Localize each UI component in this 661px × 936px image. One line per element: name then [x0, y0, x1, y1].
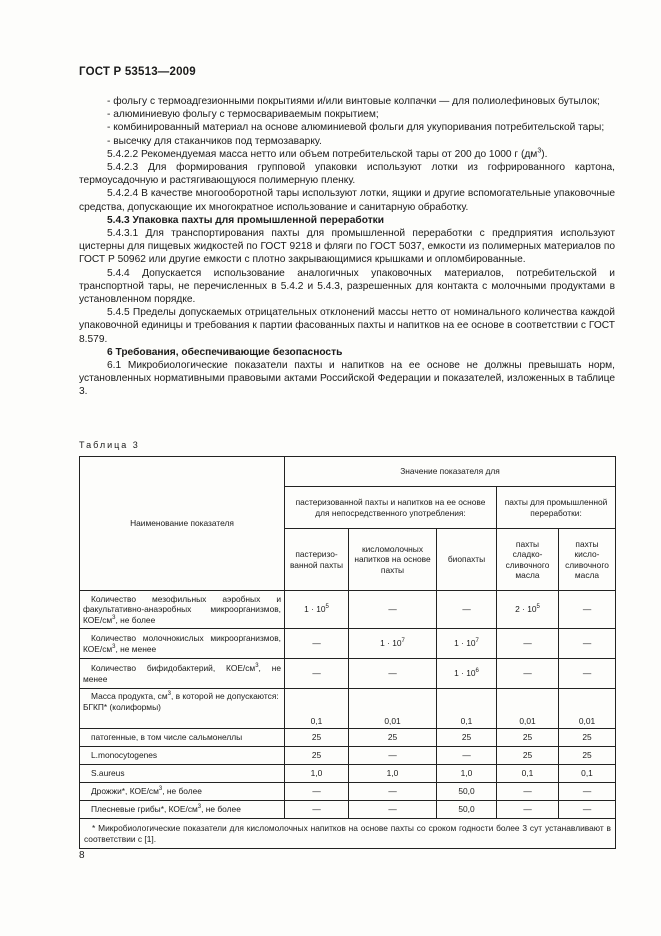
table-cell: —: [497, 629, 559, 659]
table-cell: 25: [559, 747, 616, 765]
paragraph: 5.4.4 Допускается использование аналогичных упаковочных материалов, потребительской и транспортной тары, не перечисленных в 5.4.2 и 5.4.3, разрешенных для контакта с молочными продуктами в установленном порядке.: [79, 267, 615, 306]
table-cell: [349, 629, 437, 659]
table-row: [80, 689, 616, 729]
column-header: биопахты: [437, 529, 497, 591]
paragraph-text: 5.4.2.2 Рекомендуемая масса нетто или объем потребительской тары от 200 до 1000 г (дм: [107, 148, 538, 160]
superscript: 3: [112, 643, 116, 650]
table-row: [80, 591, 616, 629]
row-label: [80, 659, 285, 689]
table-row: [80, 629, 616, 659]
table-cell: [437, 659, 497, 689]
column-header: пастеризо-ванной пахты: [285, 529, 349, 591]
cell-value: 2 · 10: [515, 604, 537, 615]
table-footnote: * Микробиологические показатели для кисломолочных напитков на основе пахты со сроком годности более 3 сут устанавливают в соответствии с [1].: [80, 819, 616, 849]
table-cell: 1,0: [349, 765, 437, 783]
superscript: 5: [536, 604, 540, 611]
table-cell: —: [559, 783, 616, 801]
table-cell: —: [285, 659, 349, 689]
row-label-tail: , не менее: [83, 663, 281, 684]
row-label-tail: , не более: [115, 614, 156, 625]
paragraph: - комбинированный материал на основе алюминиевой фольги для укупоривания потребительской тары;: [107, 122, 605, 134]
table-cell: 1,0: [437, 765, 497, 783]
document-header: ГОСТ Р 53513—2009: [79, 66, 196, 78]
table-cell: 0,1: [497, 765, 559, 783]
table-cell: —: [497, 783, 559, 801]
cell-value: 1 · 10: [454, 668, 476, 679]
column-header-value: Значение показателя для: [285, 457, 616, 487]
row-sublabel: БГКП* (колиформы): [83, 701, 161, 712]
row-label: патогенные, в том числе сальмонеллы: [80, 729, 285, 747]
table-row: [80, 659, 616, 689]
table-cell: —: [349, 801, 437, 819]
table-cell: —: [349, 747, 437, 765]
paragraph: - алюминиевую фольгу с термосвариваемым покрытием;: [107, 109, 379, 121]
cell-value: 1 · 10: [454, 638, 476, 649]
table-cell: —: [349, 591, 437, 629]
table-row: [80, 819, 616, 849]
table-cell: —: [497, 659, 559, 689]
table-row: [80, 765, 616, 783]
row-label-text: Количество мезофильных аэробных и факультативно-анаэробных микроорганизмов, КОЕ/см: [83, 593, 281, 625]
table-cell: 0,1: [285, 689, 349, 729]
table-cell: 0,1: [559, 765, 616, 783]
row-label: S.aureus: [80, 765, 285, 783]
table-cell: —: [559, 591, 616, 629]
row-label-text: Количество молочнокислых микроорганизмов, КОЕ/см: [83, 633, 281, 654]
table-cell: —: [559, 659, 616, 689]
table-cell: 25: [349, 729, 437, 747]
row-label: [80, 629, 285, 659]
superscript: 3: [112, 614, 116, 621]
row-label-tail: , не менее: [115, 643, 157, 654]
requirements-table: [79, 456, 616, 849]
row-label: [80, 801, 285, 819]
superscript: 3: [167, 691, 171, 698]
table-cell: —: [285, 629, 349, 659]
table-row: [80, 783, 616, 801]
superscript: 3: [158, 786, 163, 793]
row-label: [80, 591, 285, 629]
table-cell: —: [559, 801, 616, 819]
table-cell: 1,0: [285, 765, 349, 783]
table-cell: —: [285, 783, 349, 801]
superscript: 7: [401, 638, 405, 645]
column-group-header: пахты для промышленной переработки:: [497, 487, 616, 529]
table-cell: 25: [285, 729, 349, 747]
paragraph: 5.4.5 Пределы допускаемых отрицательных отклонений массы нетто от номинального количества каждой упаковочной единицы и требования к партии фасованных пахты и напитков на ее основе в соответствии с ГОСТ 8.579.: [79, 307, 615, 345]
table-cell: 0,1: [437, 689, 497, 729]
paragraph: - высечку для стаканчиков под термозаварку.: [107, 135, 322, 147]
table-cell: —: [349, 659, 437, 689]
row-label-text: Дрожжи*, КОЕ/см: [91, 786, 159, 797]
row-label-text: Количество бифидобактерий, КОЕ/см: [91, 663, 256, 673]
page-number: 8: [79, 850, 85, 861]
column-header: пахты сладко-сливочного масла: [497, 529, 559, 591]
table-cell: —: [285, 801, 349, 819]
table-cell: 0,01: [559, 689, 616, 729]
paragraph-tail: ).: [541, 148, 548, 160]
cell-value: 1 · 10: [304, 604, 326, 615]
table-cell: [497, 591, 559, 629]
table-cell: 50,0: [437, 801, 497, 819]
table-cell: —: [437, 591, 497, 629]
row-label-text: Масса продукта, см: [91, 691, 168, 701]
table-cell: 25: [559, 729, 616, 747]
table-cell: 25: [285, 747, 349, 765]
cell-value: 1 · 10: [380, 638, 402, 649]
table-cell: 0,01: [497, 689, 559, 729]
body-text: [79, 95, 615, 399]
row-label-text: Плесневые грибы*, КОЕ/см: [91, 804, 198, 815]
paragraph: 5.4.2.4 В качестве многооборотной тары используют лотки, ящики и другие вспомогательные упаковочные средства, допускающие их многократное использование и санитарную обработку.: [79, 188, 615, 213]
table-cell: 25: [497, 729, 559, 747]
table-cell: 25: [497, 747, 559, 765]
paragraph: 5.4.3.1 Для транспортирования пахты для промышленной переработки с предприятия используют цистерны для пищевых жидкостей по ГОСТ 9218 и фляги по ГОСТ 5037, емкости из полимерных материалов по ГОСТ Р 50962 или другие емкости с плотно закрывающимися крышками и опломбированные.: [79, 228, 615, 266]
paragraph: 5.4.2.3 Для формирования групповой упаковки используют лотки из гофрированного картона, термоусадочную и растягивающуюся полимерную пленку.: [79, 162, 615, 187]
section-heading: 6 Требования, обеспечивающие безопасность: [107, 346, 343, 358]
column-header: кисломолочных напитков на основе пахты: [349, 529, 437, 591]
table-cell: —: [559, 629, 616, 659]
section-heading: 5.4.3 Упаковка пахты для промышленной переработки: [107, 214, 385, 226]
row-label: [80, 783, 285, 801]
superscript: 3: [197, 804, 202, 811]
table-cell: 50,0: [437, 783, 497, 801]
table-cell: —: [349, 783, 437, 801]
column-group-header: пастеризованной пахты и напитков на ее основе для непосредственного употребления:: [285, 487, 497, 529]
table-cell: 25: [437, 729, 497, 747]
column-header: пахты кисло-сливочного масла: [559, 529, 616, 591]
superscript: 5: [325, 604, 329, 611]
superscript: 3: [255, 663, 259, 670]
row-label-tail: , не более: [162, 786, 202, 797]
table-caption: Таблица 3: [79, 440, 140, 450]
superscript: 3: [537, 147, 542, 155]
superscript: 7: [475, 638, 479, 645]
row-label: [80, 689, 285, 729]
row-label-tail: , в которой не допускаются:: [170, 691, 279, 701]
superscript: 6: [475, 668, 479, 675]
column-header-name: Наименование показателя: [80, 457, 285, 591]
row-label: L.monocytogenes: [80, 747, 285, 765]
paragraph: 6.1 Микробиологические показатели пахты и напитков на ее основе не должны превышать норм, установленных нормативными правовыми актами Российской Федерации и показателей, изложенных в таблице 3.: [79, 360, 615, 398]
paragraph: [79, 148, 615, 161]
table-cell: —: [437, 747, 497, 765]
paragraph: - фольгу с термоадгезионными покрытиями и/или винтовые колпачки — для полиолефиновых бутылок;: [107, 96, 600, 107]
row-label-tail: , не более: [201, 804, 241, 815]
table-cell: 0,01: [349, 689, 437, 729]
table-row: [80, 729, 616, 747]
table-cell: [285, 591, 349, 629]
table-cell: [437, 629, 497, 659]
table-row: [80, 801, 616, 819]
table-cell: —: [497, 801, 559, 819]
table-row: [80, 747, 616, 765]
